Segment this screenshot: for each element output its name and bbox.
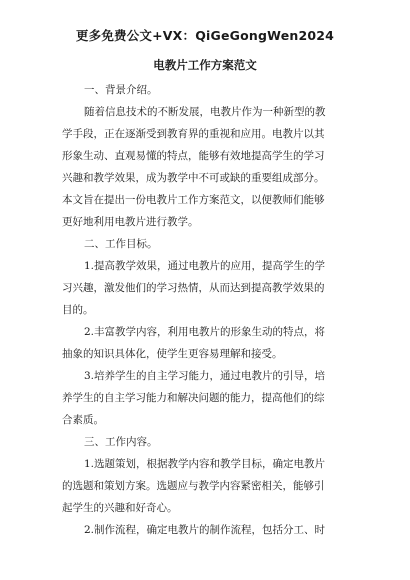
list-item-line: 起学生的兴趣和好奇心。	[62, 502, 178, 514]
list-item-line: 养学生的自主学习能力和解决问题的能力，提高他们的综	[62, 392, 325, 404]
list-item-line: 抽象的知识具体化，使学生更容易理解和接受。	[62, 348, 283, 360]
list-item-line: 习兴趣，激发他们的学习热情，从而达到提高教学效果的	[62, 282, 325, 294]
paragraph-line: 形象生动、直观易懂的特点，能够有效地提高学生的学习	[62, 150, 325, 162]
list-item-line: 2.制作流程，确定电教片的制作流程，包括分工、时	[84, 524, 326, 536]
list-item-line: 1.提高教学效果，通过电教片的应用，提高学生的学	[84, 260, 326, 272]
list-item-line: 2.丰富教学内容，利用电教片的形象生动的特点，将	[84, 326, 326, 338]
list-item-line: 的选题和策划方案。选题应与教学内容紧密相关，能够引	[62, 480, 325, 492]
document-title: 电教片工作方案范文	[153, 58, 257, 72]
section-heading-goals: 二、工作目标。	[84, 238, 158, 250]
list-item-line: 3.培养学生的自主学习能力，通过电教片的引导，培	[84, 370, 326, 382]
list-item-line: 1.选题策划，根据教学内容和教学目标，确定电教片	[84, 458, 326, 470]
list-item-line: 目的。	[62, 304, 94, 316]
paragraph-line: 本文旨在提出一份电教片工作方案范文，以便教师们能够	[62, 194, 325, 206]
paragraph-line: 学手段，正在逐渐受到教育界的重视和应用。电教片以其	[62, 128, 325, 140]
list-item-line: 合素质。	[62, 414, 104, 426]
paragraph-line: 随着信息技术的不断发展，电教片作为一种新型的教	[84, 106, 326, 118]
section-heading-background: 一、背景介绍。	[84, 84, 158, 96]
paragraph-line: 更好地利用电教片进行教学。	[62, 216, 199, 228]
promo-header: 更多免费公文+VX：QiGeGongWen2024	[75, 28, 335, 43]
paragraph-line: 兴趣和教学效果，成为教学中不可或缺的重要组成部分。	[62, 172, 325, 184]
section-heading-content: 三、工作内容。	[84, 436, 158, 448]
